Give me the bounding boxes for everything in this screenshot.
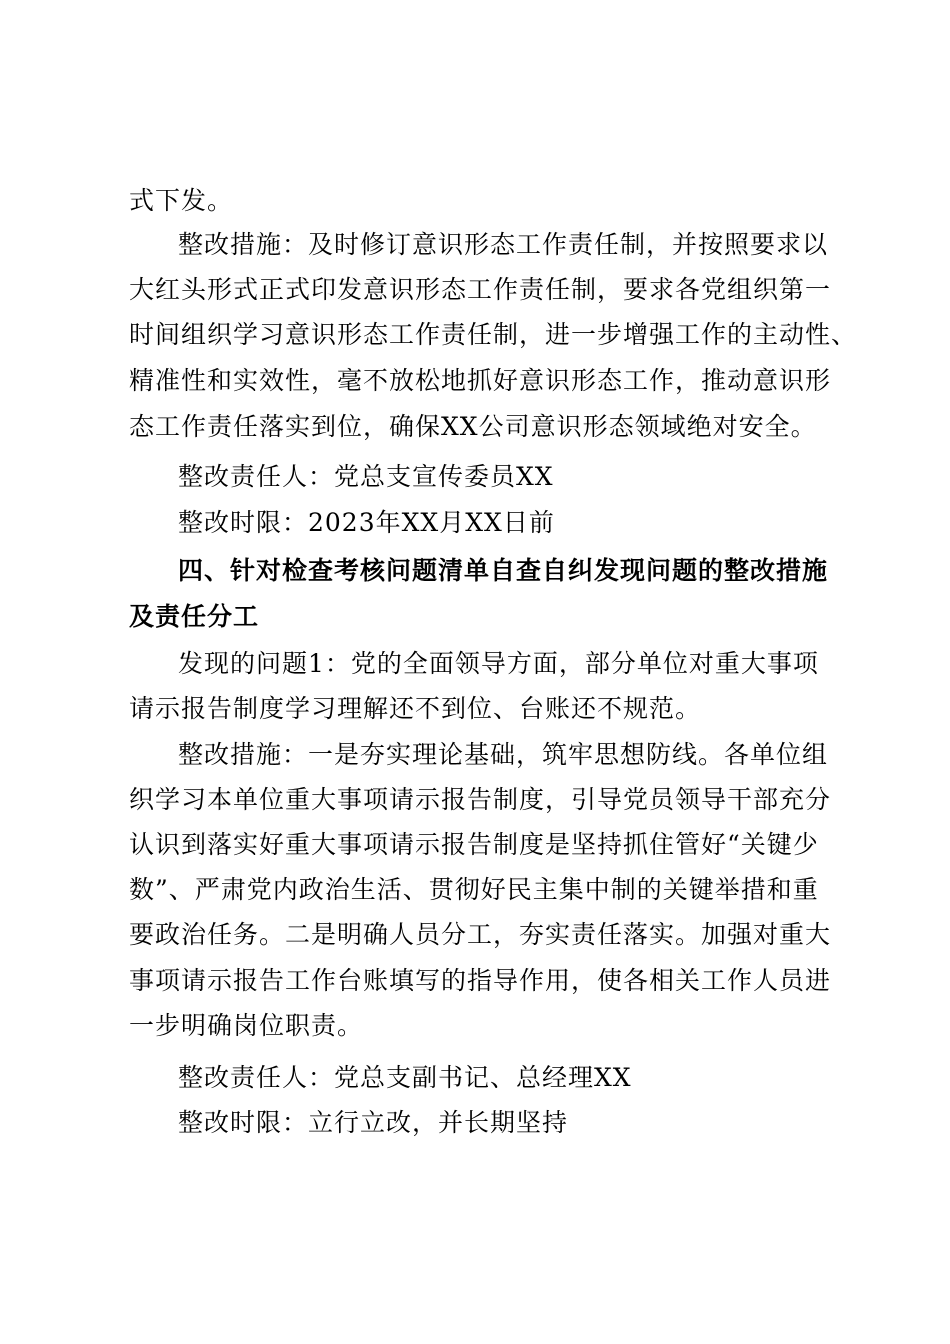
section-heading-continued: 及责任分工 xyxy=(129,602,260,631)
section-heading: 四、针对检查考核问题清单自查自纠发现问题的整改措施 xyxy=(178,556,829,585)
paragraph-line: 认识到落实好重大事项请示报告制度是坚持抓住管好“关键少 xyxy=(129,830,819,859)
paragraph-line: 精准性和实效性，毫不放松地抓好意识形态工作，推动意识形 xyxy=(129,366,832,395)
paragraph-line: 整改措施：一是夯实理论基础，筑牢思想防线。各单位组 xyxy=(178,740,829,769)
paragraph-line: 大红头形式正式印发意识形态工作责任制，要求各党组织第一 xyxy=(129,275,832,304)
deadline-line: 整改时限：立行立改，并长期坚持 xyxy=(178,1108,569,1137)
deadline-line: 整改时限：2023年XX月XX日前 xyxy=(178,508,555,537)
responsible-person-line: 整改责任人：党总支宣传委员XX xyxy=(178,462,554,491)
paragraph-line: 态工作责任落实到位，确保XX公司意识形态领域绝对安全。 xyxy=(129,412,817,441)
paragraph-line: 式下发。 xyxy=(129,186,234,215)
paragraph-line: 整改措施：及时修订意识形态工作责任制，并按照要求以 xyxy=(178,230,829,259)
responsible-person-line: 整改责任人：党总支副书记、总经理XX xyxy=(178,1063,632,1092)
paragraph-line: 一步明确岗位职责。 xyxy=(129,1011,364,1040)
paragraph-line: 织学习本单位重大事项请示报告制度，引导党员领导干部充分 xyxy=(129,785,832,814)
paragraph-line: 事项请示报告工作台账填写的指导作用，使各相关工作人员进 xyxy=(129,966,832,995)
paragraph-line: 数”、严肃党内政治生活、贯彻好民主集中制的关键举措和重 xyxy=(129,875,819,904)
paragraph-line: 时间组织学习意识形态工作责任制，进一步增强工作的主动性、 xyxy=(129,320,858,349)
paragraph-line: 请示报告制度学习理解还不到位、台账还不规范。 xyxy=(129,694,702,723)
paragraph-line: 要政治任务。二是明确人员分工，夯实责任落实。加强对重大 xyxy=(129,920,832,949)
paragraph-line: 发现的问题1：党的全面领导方面，部分单位对重大事项 xyxy=(178,649,819,678)
